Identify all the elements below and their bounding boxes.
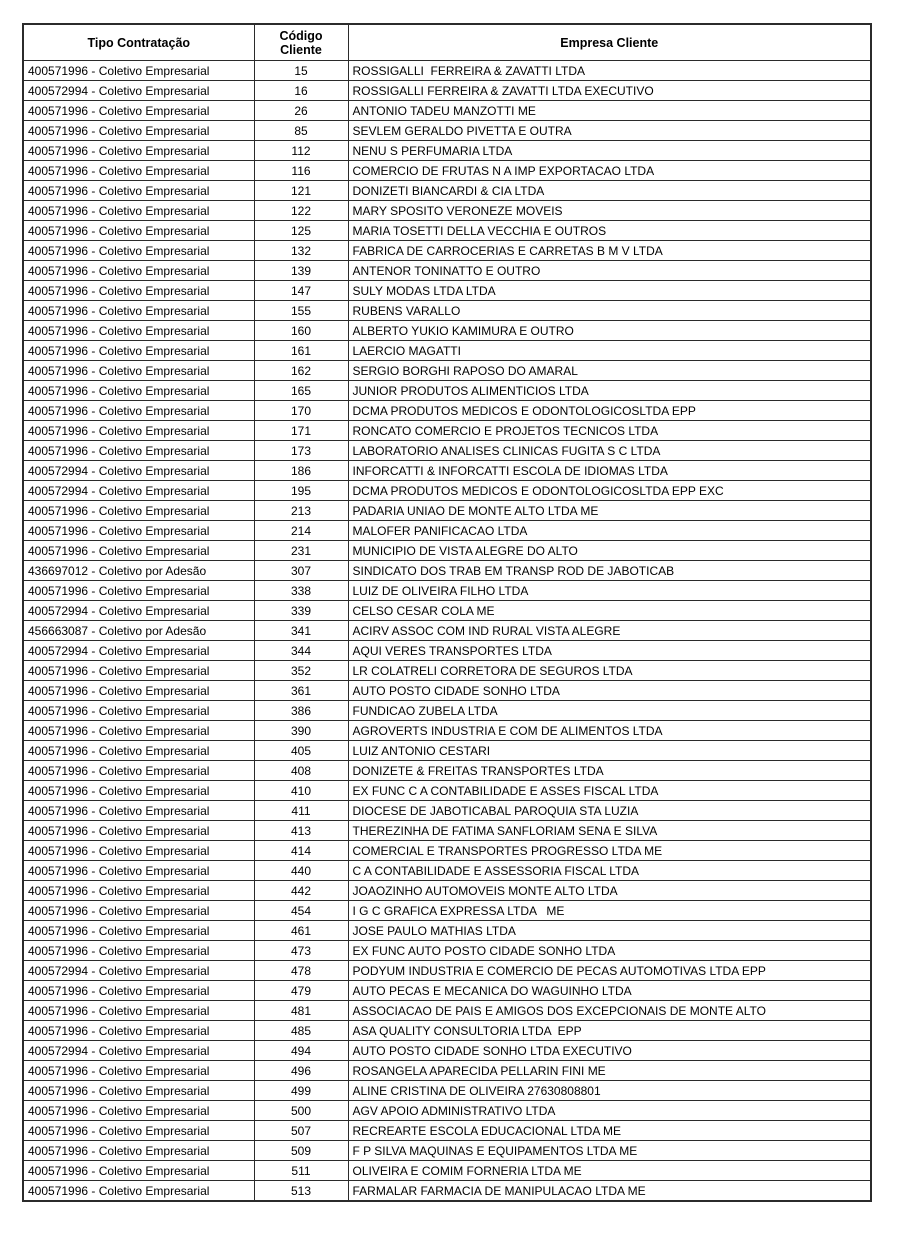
cell-empresa-cliente: ANTENOR TONINATTO E OUTRO bbox=[348, 261, 871, 281]
cell-codigo-cliente: 461 bbox=[254, 921, 348, 941]
table-row bbox=[23, 241, 871, 261]
cell-tipo-contratacao: 400571996 - Coletivo Empresarial bbox=[23, 421, 254, 441]
cell-codigo-cliente: 507 bbox=[254, 1121, 348, 1141]
cell-empresa-cliente: LUIZ DE OLIVEIRA FILHO LTDA bbox=[348, 581, 871, 601]
cell-codigo-cliente: 509 bbox=[254, 1141, 348, 1161]
cell-empresa-cliente: PADARIA UNIAO DE MONTE ALTO LTDA ME bbox=[348, 501, 871, 521]
table-row bbox=[23, 101, 871, 121]
cell-codigo-cliente: 231 bbox=[254, 541, 348, 561]
cell-tipo-contratacao: 400571996 - Coletivo Empresarial bbox=[23, 761, 254, 781]
column-header-empresa-cliente: Empresa Cliente bbox=[348, 24, 871, 61]
cell-codigo-cliente: 405 bbox=[254, 741, 348, 761]
cell-tipo-contratacao: 400571996 - Coletivo Empresarial bbox=[23, 921, 254, 941]
cell-empresa-cliente: ROSSIGALLI FERREIRA & ZAVATTI LTDA bbox=[348, 61, 871, 81]
cell-empresa-cliente: LUIZ ANTONIO CESTARI bbox=[348, 741, 871, 761]
cell-empresa-cliente: SERGIO BORGHI RAPOSO DO AMARAL bbox=[348, 361, 871, 381]
cell-tipo-contratacao: 400572994 - Coletivo Empresarial bbox=[23, 1041, 254, 1061]
cell-tipo-contratacao: 400571996 - Coletivo Empresarial bbox=[23, 901, 254, 921]
table-row bbox=[23, 621, 871, 641]
cell-empresa-cliente: COMERCIO DE FRUTAS N A IMP EXPORTACAO LTDA bbox=[348, 161, 871, 181]
cell-tipo-contratacao: 400571996 - Coletivo Empresarial bbox=[23, 301, 254, 321]
cell-tipo-contratacao: 400571996 - Coletivo Empresarial bbox=[23, 1081, 254, 1101]
table-row bbox=[23, 401, 871, 421]
table-row bbox=[23, 121, 871, 141]
cell-codigo-cliente: 15 bbox=[254, 61, 348, 81]
table-row bbox=[23, 1181, 871, 1202]
cell-tipo-contratacao: 400571996 - Coletivo Empresarial bbox=[23, 661, 254, 681]
cell-codigo-cliente: 161 bbox=[254, 341, 348, 361]
cell-codigo-cliente: 214 bbox=[254, 521, 348, 541]
table-row bbox=[23, 501, 871, 521]
cell-codigo-cliente: 352 bbox=[254, 661, 348, 681]
cell-empresa-cliente: DIOCESE DE JABOTICABAL PAROQUIA STA LUZIA bbox=[348, 801, 871, 821]
cell-tipo-contratacao: 400572994 - Coletivo Empresarial bbox=[23, 461, 254, 481]
cell-tipo-contratacao: 400571996 - Coletivo Empresarial bbox=[23, 781, 254, 801]
cell-empresa-cliente: COMERCIAL E TRANSPORTES PROGRESSO LTDA ME bbox=[348, 841, 871, 861]
header-row bbox=[23, 24, 871, 61]
cell-codigo-cliente: 344 bbox=[254, 641, 348, 661]
cell-empresa-cliente: SEVLEM GERALDO PIVETTA E OUTRA bbox=[348, 121, 871, 141]
cell-empresa-cliente: AQUI VERES TRANSPORTES LTDA bbox=[348, 641, 871, 661]
cell-empresa-cliente: FARMALAR FARMACIA DE MANIPULACAO LTDA ME bbox=[348, 1181, 871, 1202]
table-row bbox=[23, 381, 871, 401]
cell-tipo-contratacao: 400571996 - Coletivo Empresarial bbox=[23, 1181, 254, 1202]
cell-codigo-cliente: 511 bbox=[254, 1161, 348, 1181]
cell-codigo-cliente: 162 bbox=[254, 361, 348, 381]
cell-tipo-contratacao: 400571996 - Coletivo Empresarial bbox=[23, 501, 254, 521]
cell-empresa-cliente: F P SILVA MAQUINAS E EQUIPAMENTOS LTDA ME bbox=[348, 1141, 871, 1161]
cell-empresa-cliente: CELSO CESAR COLA ME bbox=[348, 601, 871, 621]
cell-empresa-cliente: JOSE PAULO MATHIAS LTDA bbox=[348, 921, 871, 941]
cell-codigo-cliente: 414 bbox=[254, 841, 348, 861]
cell-tipo-contratacao: 400571996 - Coletivo Empresarial bbox=[23, 1161, 254, 1181]
cell-tipo-contratacao: 400571996 - Coletivo Empresarial bbox=[23, 581, 254, 601]
cell-codigo-cliente: 155 bbox=[254, 301, 348, 321]
cell-codigo-cliente: 213 bbox=[254, 501, 348, 521]
table-row bbox=[23, 761, 871, 781]
cell-codigo-cliente: 478 bbox=[254, 961, 348, 981]
cell-tipo-contratacao: 400571996 - Coletivo Empresarial bbox=[23, 221, 254, 241]
cell-tipo-contratacao: 400571996 - Coletivo Empresarial bbox=[23, 401, 254, 421]
cell-tipo-contratacao: 400571996 - Coletivo Empresarial bbox=[23, 361, 254, 381]
cell-tipo-contratacao: 400572994 - Coletivo Empresarial bbox=[23, 601, 254, 621]
cell-codigo-cliente: 121 bbox=[254, 181, 348, 201]
cell-tipo-contratacao: 400572994 - Coletivo Empresarial bbox=[23, 961, 254, 981]
table-row bbox=[23, 161, 871, 181]
cell-empresa-cliente: PODYUM INDUSTRIA E COMERCIO DE PECAS AUTOMOTIVAS LTDA EPP bbox=[348, 961, 871, 981]
cell-tipo-contratacao: 400571996 - Coletivo Empresarial bbox=[23, 981, 254, 1001]
table-row bbox=[23, 781, 871, 801]
cell-codigo-cliente: 195 bbox=[254, 481, 348, 501]
table-row bbox=[23, 1101, 871, 1121]
cell-codigo-cliente: 160 bbox=[254, 321, 348, 341]
clients-table bbox=[22, 23, 872, 1202]
table-row bbox=[23, 421, 871, 441]
column-header-tipo-contratacao: Tipo Contratação bbox=[23, 24, 254, 61]
cell-empresa-cliente: INFORCATTI & INFORCATTI ESCOLA DE IDIOMAS LTDA bbox=[348, 461, 871, 481]
cell-tipo-contratacao: 400571996 - Coletivo Empresarial bbox=[23, 721, 254, 741]
table-row bbox=[23, 901, 871, 921]
cell-codigo-cliente: 408 bbox=[254, 761, 348, 781]
table-row bbox=[23, 961, 871, 981]
table-row bbox=[23, 221, 871, 241]
cell-codigo-cliente: 500 bbox=[254, 1101, 348, 1121]
table-row bbox=[23, 941, 871, 961]
cell-empresa-cliente: LABORATORIO ANALISES CLINICAS FUGITA S C LTDA bbox=[348, 441, 871, 461]
cell-codigo-cliente: 186 bbox=[254, 461, 348, 481]
table-row bbox=[23, 601, 871, 621]
cell-codigo-cliente: 494 bbox=[254, 1041, 348, 1061]
cell-empresa-cliente: SULY MODAS LTDA LTDA bbox=[348, 281, 871, 301]
cell-tipo-contratacao: 400572994 - Coletivo Empresarial bbox=[23, 641, 254, 661]
table-row bbox=[23, 481, 871, 501]
table-row bbox=[23, 541, 871, 561]
cell-codigo-cliente: 338 bbox=[254, 581, 348, 601]
cell-empresa-cliente: RUBENS VARALLO bbox=[348, 301, 871, 321]
cell-tipo-contratacao: 400571996 - Coletivo Empresarial bbox=[23, 701, 254, 721]
cell-codigo-cliente: 139 bbox=[254, 261, 348, 281]
cell-empresa-cliente: FABRICA DE CARROCERIAS E CARRETAS B M V LTDA bbox=[348, 241, 871, 261]
table-row bbox=[23, 261, 871, 281]
cell-tipo-contratacao: 400571996 - Coletivo Empresarial bbox=[23, 521, 254, 541]
table-row bbox=[23, 81, 871, 101]
cell-empresa-cliente: AUTO POSTO CIDADE SONHO LTDA bbox=[348, 681, 871, 701]
cell-codigo-cliente: 132 bbox=[254, 241, 348, 261]
cell-empresa-cliente: NENU S PERFUMARIA LTDA bbox=[348, 141, 871, 161]
table-row bbox=[23, 141, 871, 161]
table-row bbox=[23, 301, 871, 321]
table-row bbox=[23, 561, 871, 581]
cell-empresa-cliente: RECREARTE ESCOLA EDUCACIONAL LTDA ME bbox=[348, 1121, 871, 1141]
cell-empresa-cliente: RONCATO COMERCIO E PROJETOS TECNICOS LTDA bbox=[348, 421, 871, 441]
cell-empresa-cliente: FUNDICAO ZUBELA LTDA bbox=[348, 701, 871, 721]
cell-empresa-cliente: JOAOZINHO AUTOMOVEIS MONTE ALTO LTDA bbox=[348, 881, 871, 901]
cell-codigo-cliente: 499 bbox=[254, 1081, 348, 1101]
cell-empresa-cliente: DCMA PRODUTOS MEDICOS E ODONTOLOGICOSLTDA EPP bbox=[348, 401, 871, 421]
table-row bbox=[23, 1161, 871, 1181]
cell-empresa-cliente: MARIA TOSETTI DELLA VECCHIA E OUTROS bbox=[348, 221, 871, 241]
cell-codigo-cliente: 116 bbox=[254, 161, 348, 181]
cell-tipo-contratacao: 400571996 - Coletivo Empresarial bbox=[23, 821, 254, 841]
cell-tipo-contratacao: 400571996 - Coletivo Empresarial bbox=[23, 681, 254, 701]
cell-tipo-contratacao: 400571996 - Coletivo Empresarial bbox=[23, 1001, 254, 1021]
cell-tipo-contratacao: 400571996 - Coletivo Empresarial bbox=[23, 201, 254, 221]
cell-empresa-cliente: EX FUNC AUTO POSTO CIDADE SONHO LTDA bbox=[348, 941, 871, 961]
table-row bbox=[23, 281, 871, 301]
cell-empresa-cliente: ACIRV ASSOC COM IND RURAL VISTA ALEGRE bbox=[348, 621, 871, 641]
cell-codigo-cliente: 410 bbox=[254, 781, 348, 801]
cell-tipo-contratacao: 436697012 - Coletivo por Adesão bbox=[23, 561, 254, 581]
cell-empresa-cliente: EX FUNC C A CONTABILIDADE E ASSES FISCAL LTDA bbox=[348, 781, 871, 801]
table-row bbox=[23, 521, 871, 541]
cell-codigo-cliente: 481 bbox=[254, 1001, 348, 1021]
cell-empresa-cliente: MARY SPOSITO VERONEZE MOVEIS bbox=[348, 201, 871, 221]
cell-tipo-contratacao: 400572994 - Coletivo Empresarial bbox=[23, 81, 254, 101]
cell-empresa-cliente: DCMA PRODUTOS MEDICOS E ODONTOLOGICOSLTDA EPP EXC bbox=[348, 481, 871, 501]
table-row bbox=[23, 1141, 871, 1161]
cell-empresa-cliente: SINDICATO DOS TRAB EM TRANSP ROD DE JABOTICAB bbox=[348, 561, 871, 581]
cell-tipo-contratacao: 400571996 - Coletivo Empresarial bbox=[23, 1061, 254, 1081]
cell-tipo-contratacao: 400571996 - Coletivo Empresarial bbox=[23, 1141, 254, 1161]
table-row bbox=[23, 921, 871, 941]
table-row bbox=[23, 741, 871, 761]
cell-tipo-contratacao: 400571996 - Coletivo Empresarial bbox=[23, 801, 254, 821]
cell-tipo-contratacao: 400571996 - Coletivo Empresarial bbox=[23, 281, 254, 301]
table-row bbox=[23, 981, 871, 1001]
cell-codigo-cliente: 339 bbox=[254, 601, 348, 621]
cell-codigo-cliente: 170 bbox=[254, 401, 348, 421]
cell-codigo-cliente: 454 bbox=[254, 901, 348, 921]
cell-empresa-cliente: ANTONIO TADEU MANZOTTI ME bbox=[348, 101, 871, 121]
cell-empresa-cliente: ROSSIGALLI FERREIRA & ZAVATTI LTDA EXECUTIVO bbox=[348, 81, 871, 101]
cell-empresa-cliente: ROSANGELA APARECIDA PELLARIN FINI ME bbox=[348, 1061, 871, 1081]
cell-codigo-cliente: 473 bbox=[254, 941, 348, 961]
table-row bbox=[23, 1061, 871, 1081]
cell-tipo-contratacao: 400571996 - Coletivo Empresarial bbox=[23, 541, 254, 561]
table-row bbox=[23, 181, 871, 201]
cell-tipo-contratacao: 400571996 - Coletivo Empresarial bbox=[23, 1021, 254, 1041]
cell-tipo-contratacao: 400571996 - Coletivo Empresarial bbox=[23, 261, 254, 281]
cell-tipo-contratacao: 400571996 - Coletivo Empresarial bbox=[23, 241, 254, 261]
cell-tipo-contratacao: 400571996 - Coletivo Empresarial bbox=[23, 881, 254, 901]
table-row bbox=[23, 1121, 871, 1141]
cell-codigo-cliente: 341 bbox=[254, 621, 348, 641]
cell-empresa-cliente: ALBERTO YUKIO KAMIMURA E OUTRO bbox=[348, 321, 871, 341]
cell-tipo-contratacao: 400571996 - Coletivo Empresarial bbox=[23, 321, 254, 341]
cell-tipo-contratacao: 400571996 - Coletivo Empresarial bbox=[23, 1101, 254, 1121]
cell-empresa-cliente: THEREZINHA DE FATIMA SANFLORIAM SENA E SILVA bbox=[348, 821, 871, 841]
cell-tipo-contratacao: 400571996 - Coletivo Empresarial bbox=[23, 341, 254, 361]
table-row bbox=[23, 721, 871, 741]
cell-empresa-cliente: ALINE CRISTINA DE OLIVEIRA 27630808801 bbox=[348, 1081, 871, 1101]
table-row bbox=[23, 1001, 871, 1021]
cell-tipo-contratacao: 400571996 - Coletivo Empresarial bbox=[23, 181, 254, 201]
cell-codigo-cliente: 442 bbox=[254, 881, 348, 901]
cell-empresa-cliente: DONIZETI BIANCARDI & CIA LTDA bbox=[348, 181, 871, 201]
cell-codigo-cliente: 386 bbox=[254, 701, 348, 721]
column-header-codigo-cliente: Código Cliente bbox=[254, 24, 348, 61]
cell-tipo-contratacao: 400571996 - Coletivo Empresarial bbox=[23, 121, 254, 141]
cell-tipo-contratacao: 456663087 - Coletivo por Adesão bbox=[23, 621, 254, 641]
table-row bbox=[23, 801, 871, 821]
cell-tipo-contratacao: 400571996 - Coletivo Empresarial bbox=[23, 141, 254, 161]
cell-tipo-contratacao: 400572994 - Coletivo Empresarial bbox=[23, 481, 254, 501]
cell-codigo-cliente: 165 bbox=[254, 381, 348, 401]
cell-codigo-cliente: 411 bbox=[254, 801, 348, 821]
cell-tipo-contratacao: 400571996 - Coletivo Empresarial bbox=[23, 741, 254, 761]
cell-codigo-cliente: 479 bbox=[254, 981, 348, 1001]
cell-codigo-cliente: 125 bbox=[254, 221, 348, 241]
table-row bbox=[23, 821, 871, 841]
table-row bbox=[23, 1041, 871, 1061]
cell-codigo-cliente: 440 bbox=[254, 861, 348, 881]
table-row bbox=[23, 1021, 871, 1041]
cell-tipo-contratacao: 400571996 - Coletivo Empresarial bbox=[23, 61, 254, 81]
table-row bbox=[23, 681, 871, 701]
table-row bbox=[23, 641, 871, 661]
cell-empresa-cliente: I G C GRAFICA EXPRESSA LTDA ME bbox=[348, 901, 871, 921]
cell-empresa-cliente: AUTO POSTO CIDADE SONHO LTDA EXECUTIVO bbox=[348, 1041, 871, 1061]
cell-codigo-cliente: 390 bbox=[254, 721, 348, 741]
cell-codigo-cliente: 361 bbox=[254, 681, 348, 701]
cell-tipo-contratacao: 400571996 - Coletivo Empresarial bbox=[23, 861, 254, 881]
cell-codigo-cliente: 16 bbox=[254, 81, 348, 101]
table-row bbox=[23, 361, 871, 381]
table-row bbox=[23, 201, 871, 221]
cell-codigo-cliente: 513 bbox=[254, 1181, 348, 1202]
cell-codigo-cliente: 147 bbox=[254, 281, 348, 301]
table-row bbox=[23, 321, 871, 341]
cell-tipo-contratacao: 400571996 - Coletivo Empresarial bbox=[23, 1121, 254, 1141]
cell-empresa-cliente: OLIVEIRA E COMIM FORNERIA LTDA ME bbox=[348, 1161, 871, 1181]
table-row bbox=[23, 61, 871, 81]
cell-empresa-cliente: MALOFER PANIFICACAO LTDA bbox=[348, 521, 871, 541]
cell-empresa-cliente: ASSOCIACAO DE PAIS E AMIGOS DOS EXCEPCIONAIS DE MONTE ALTO bbox=[348, 1001, 871, 1021]
cell-tipo-contratacao: 400571996 - Coletivo Empresarial bbox=[23, 841, 254, 861]
cell-empresa-cliente: AUTO PECAS E MECANICA DO WAGUINHO LTDA bbox=[348, 981, 871, 1001]
cell-empresa-cliente: ASA QUALITY CONSULTORIA LTDA EPP bbox=[348, 1021, 871, 1041]
cell-empresa-cliente: DONIZETE & FREITAS TRANSPORTES LTDA bbox=[348, 761, 871, 781]
cell-codigo-cliente: 171 bbox=[254, 421, 348, 441]
cell-codigo-cliente: 173 bbox=[254, 441, 348, 461]
cell-empresa-cliente: AGROVERTS INDUSTRIA E COM DE ALIMENTOS LTDA bbox=[348, 721, 871, 741]
table-row bbox=[23, 661, 871, 681]
cell-empresa-cliente: C A CONTABILIDADE E ASSESSORIA FISCAL LTDA bbox=[348, 861, 871, 881]
cell-tipo-contratacao: 400571996 - Coletivo Empresarial bbox=[23, 941, 254, 961]
cell-codigo-cliente: 413 bbox=[254, 821, 348, 841]
cell-codigo-cliente: 85 bbox=[254, 121, 348, 141]
cell-empresa-cliente: LR COLATRELI CORRETORA DE SEGUROS LTDA bbox=[348, 661, 871, 681]
table-row bbox=[23, 701, 871, 721]
cell-tipo-contratacao: 400571996 - Coletivo Empresarial bbox=[23, 381, 254, 401]
cell-codigo-cliente: 485 bbox=[254, 1021, 348, 1041]
table-row bbox=[23, 1081, 871, 1101]
cell-empresa-cliente: MUNICIPIO DE VISTA ALEGRE DO ALTO bbox=[348, 541, 871, 561]
cell-empresa-cliente: LAERCIO MAGATTI bbox=[348, 341, 871, 361]
cell-codigo-cliente: 112 bbox=[254, 141, 348, 161]
table-row bbox=[23, 461, 871, 481]
cell-tipo-contratacao: 400571996 - Coletivo Empresarial bbox=[23, 101, 254, 121]
table-row bbox=[23, 341, 871, 361]
table-row bbox=[23, 841, 871, 861]
table-row bbox=[23, 881, 871, 901]
cell-tipo-contratacao: 400571996 - Coletivo Empresarial bbox=[23, 161, 254, 181]
cell-codigo-cliente: 496 bbox=[254, 1061, 348, 1081]
cell-codigo-cliente: 26 bbox=[254, 101, 348, 121]
cell-codigo-cliente: 122 bbox=[254, 201, 348, 221]
cell-tipo-contratacao: 400571996 - Coletivo Empresarial bbox=[23, 441, 254, 461]
cell-empresa-cliente: JUNIOR PRODUTOS ALIMENTICIOS LTDA bbox=[348, 381, 871, 401]
table-body bbox=[23, 61, 871, 1202]
table-row bbox=[23, 861, 871, 881]
cell-codigo-cliente: 307 bbox=[254, 561, 348, 581]
table-row bbox=[23, 581, 871, 601]
cell-empresa-cliente: AGV APOIO ADMINISTRATIVO LTDA bbox=[348, 1101, 871, 1121]
table-row bbox=[23, 441, 871, 461]
